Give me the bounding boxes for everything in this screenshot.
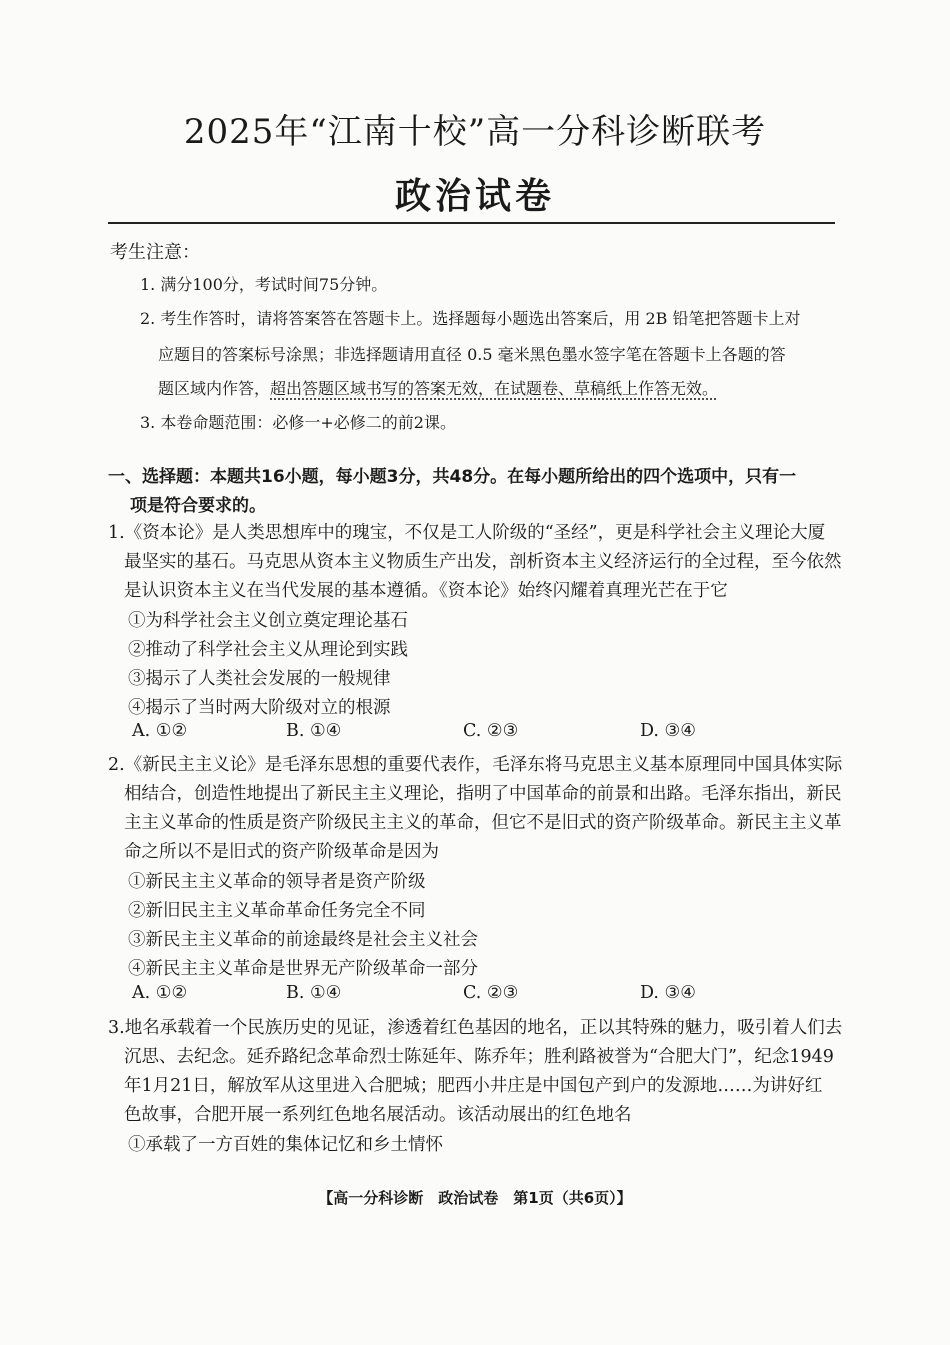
question-text: 相结合，创造性地提出了新民主主义理论，指明了中国革命的前景和出路。毛泽东指出，新民 <box>124 784 842 804</box>
statement-item: ①新民主主义革命的领导者是资产阶级 <box>128 872 426 892</box>
notice-item-3: 3. 本卷命题范围：必修一+必修二的前2课。 <box>140 413 456 432</box>
statement-item: ④新民主主义革命是世界无产阶级革命一部分 <box>128 959 478 979</box>
question-text: 色故事，合肥开展一系列红色地名展活动。该活动展出的红色地名 <box>124 1105 632 1125</box>
question-text: 命之所以不是旧式的资产阶级革命是因为 <box>124 842 439 862</box>
exam-title: 2025年“江南十校”高一分科诊断联考 <box>183 112 767 152</box>
question-text: 年1月21日，解放军从这里进入合肥城；肥西小井庄是中国包产到户的发源地……为讲好红 <box>124 1076 823 1096</box>
emphasis-text: 超出答题区域书写的答案无效，在试题卷、草稿纸上作答无效。 <box>270 379 719 398</box>
section-heading: 一、选择题：本题共16小题，每小题3分，共48分。在每小题所给出的四个选项中，只有一 <box>108 467 797 487</box>
section-heading-cont: 项是符合要求的。 <box>130 496 266 516</box>
choice-a: A. ①② <box>132 721 188 741</box>
notice-heading: 考生注意： <box>110 242 200 263</box>
choice-b: B. ①④ <box>286 721 342 741</box>
statement-item: ①为科学社会主义创立奠定理论基石 <box>128 611 408 631</box>
exam-subject-title: 政治试卷 <box>394 175 555 217</box>
statement-item: ②新旧民主主义革命革命任务完全不同 <box>128 901 426 921</box>
notice-item-2-end: 题区域内作答，超出答题区域书写的答案无效，在试题卷、草稿纸上作答无效。 <box>158 379 719 398</box>
notice-item-2: 2. 考生作答时，请将答案答在答题卡上。选择题每小题选出答案后，用 2B 铅笔把答题卡上对 <box>140 309 801 328</box>
question-text: 2.《新民主主义论》是毛泽东思想的重要代表作，毛泽东将马克思主义基本原理同中国具体实际 <box>108 755 843 775</box>
statement-item: ②推动了科学社会主义从理论到实践 <box>128 640 408 660</box>
question-text: 沉思、去纪念。延乔路纪念革命烈士陈延年、陈乔年；胜利路被誉为“合肥大门”，纪念1949 <box>124 1047 834 1067</box>
question-text: 最坚实的基石。马克思从资本主义物质生产出发，剖析资本主义经济运行的全过程，至今依然 <box>124 552 842 572</box>
choice-c: C. ②③ <box>463 721 519 741</box>
question-text: 是认识资本主义在当代发展的基本遵循。《资本论》始终闪耀着真理光芒在于它 <box>124 581 728 601</box>
statement-item: ③新民主主义革命的前途最终是社会主义社会 <box>128 930 478 950</box>
notice-item-2-cont: 应题目的答案标号涂黑；非选择题请用直径 0.5 毫米黑色墨水签字笔在答题卡上各题的答 <box>158 345 786 364</box>
statement-item: ④揭示了当时两大阶级对立的根源 <box>128 698 391 718</box>
choice-b: B. ①④ <box>286 983 342 1003</box>
question-text: 1.《资本论》是人类思想库中的瑰宝，不仅是工人阶级的“圣经”，更是科学社会主义理论大厦 <box>108 523 826 543</box>
choice-c: C. ②③ <box>463 983 519 1003</box>
question-text: 主主义革命的性质是资产阶级民主主义的革命，但它不是旧式的资产阶级革命。新民主主义革 <box>124 813 842 833</box>
statement-item: ①承载了一方百姓的集体记忆和乡土情怀 <box>128 1135 443 1155</box>
statement-item: ③揭示了人类社会发展的一般规律 <box>128 669 391 689</box>
choice-d: D. ③④ <box>640 721 696 741</box>
header-divider <box>108 222 835 224</box>
notice-item-1: 1. 满分100分，考试时间75分钟。 <box>140 275 388 294</box>
page-footer: 【高一分科诊断 政治试卷 第1页（共6页）】 <box>318 1189 632 1207</box>
choice-a: A. ①② <box>132 983 188 1003</box>
choice-d: D. ③④ <box>640 983 696 1003</box>
question-text: 3.地名承载着一个民族历史的见证，渗透着红色基因的地名，正以其特殊的魅力，吸引着人们去 <box>108 1018 843 1038</box>
